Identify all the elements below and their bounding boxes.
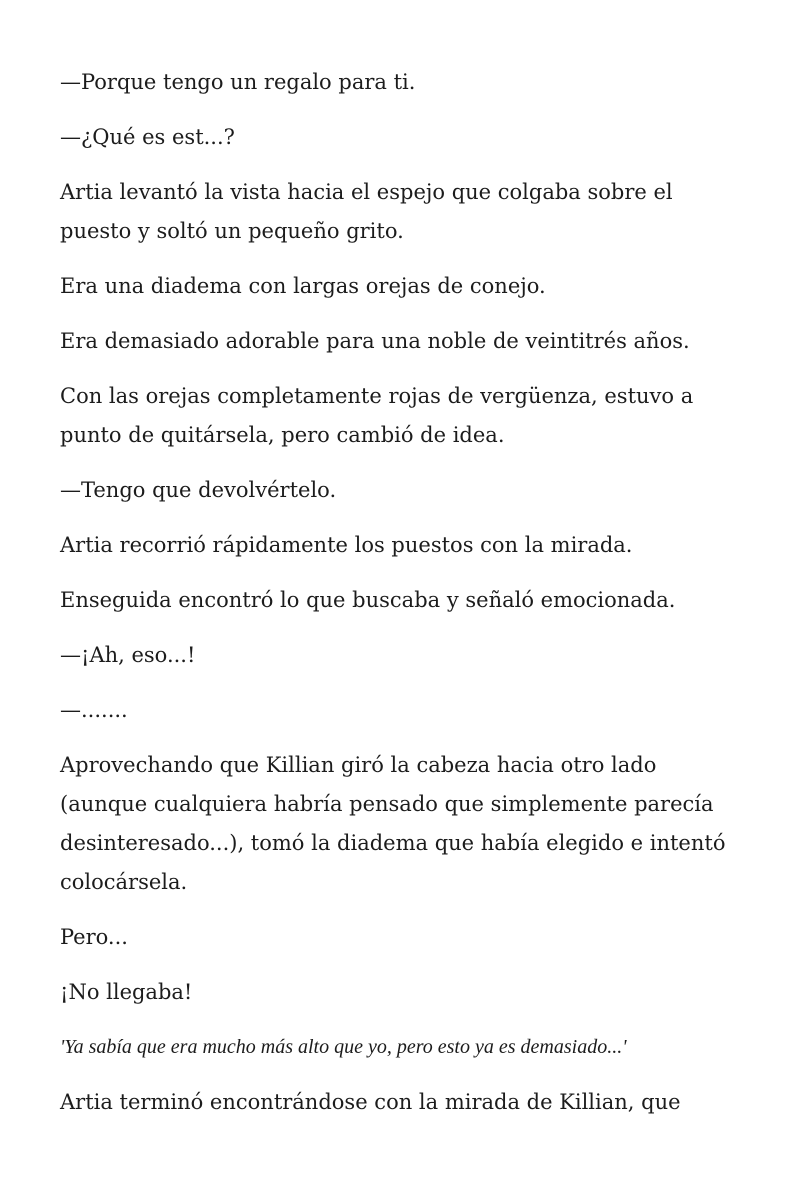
paragraph: —Tengo que devolvértelo. [60, 478, 337, 502]
paragraph: Era demasiado adorable para una noble de veintitrés años. [60, 329, 690, 353]
paragraph: —¡Ah, eso...! [60, 643, 196, 667]
paragraph: Era una diadema con largas orejas de conejo. [60, 274, 546, 298]
paragraph: Pero... [60, 925, 128, 949]
paragraph: Aprovechando que Killian giró la cabeza hacia otro lado (aunque cualquiera habría pensado que simplemente parecía desinteresado...), tomó la diadema que había elegido e intentó colocársela. [60, 753, 726, 894]
paragraph: Artia terminó encontrándose con la mirada de Killian, que [60, 1090, 681, 1114]
paragraph: —¿Qué es est...? [60, 125, 235, 149]
paragraph: Enseguida encontró lo que buscaba y señaló emocionada. [60, 588, 676, 612]
paragraph: Artia levantó la vista hacia el espejo que colgaba sobre el puesto y soltó un pequeño grito. [60, 180, 673, 243]
inner-thought-paragraph: 'Ya sabía que era mucho más alto que yo, pero esto ya es demasiado...' [60, 1036, 627, 1058]
paragraph: —....... [60, 698, 128, 722]
page-text [60, 63, 740, 1138]
paragraph: ¡No llegaba! [60, 980, 193, 1004]
paragraph: Con las orejas completamente rojas de vergüenza, estuvo a punto de quitársela, pero cambió de idea. [60, 384, 694, 447]
paragraph: Artia recorrió rápidamente los puestos con la mirada. [60, 533, 633, 557]
paragraph: —Porque tengo un regalo para ti. [60, 70, 416, 94]
